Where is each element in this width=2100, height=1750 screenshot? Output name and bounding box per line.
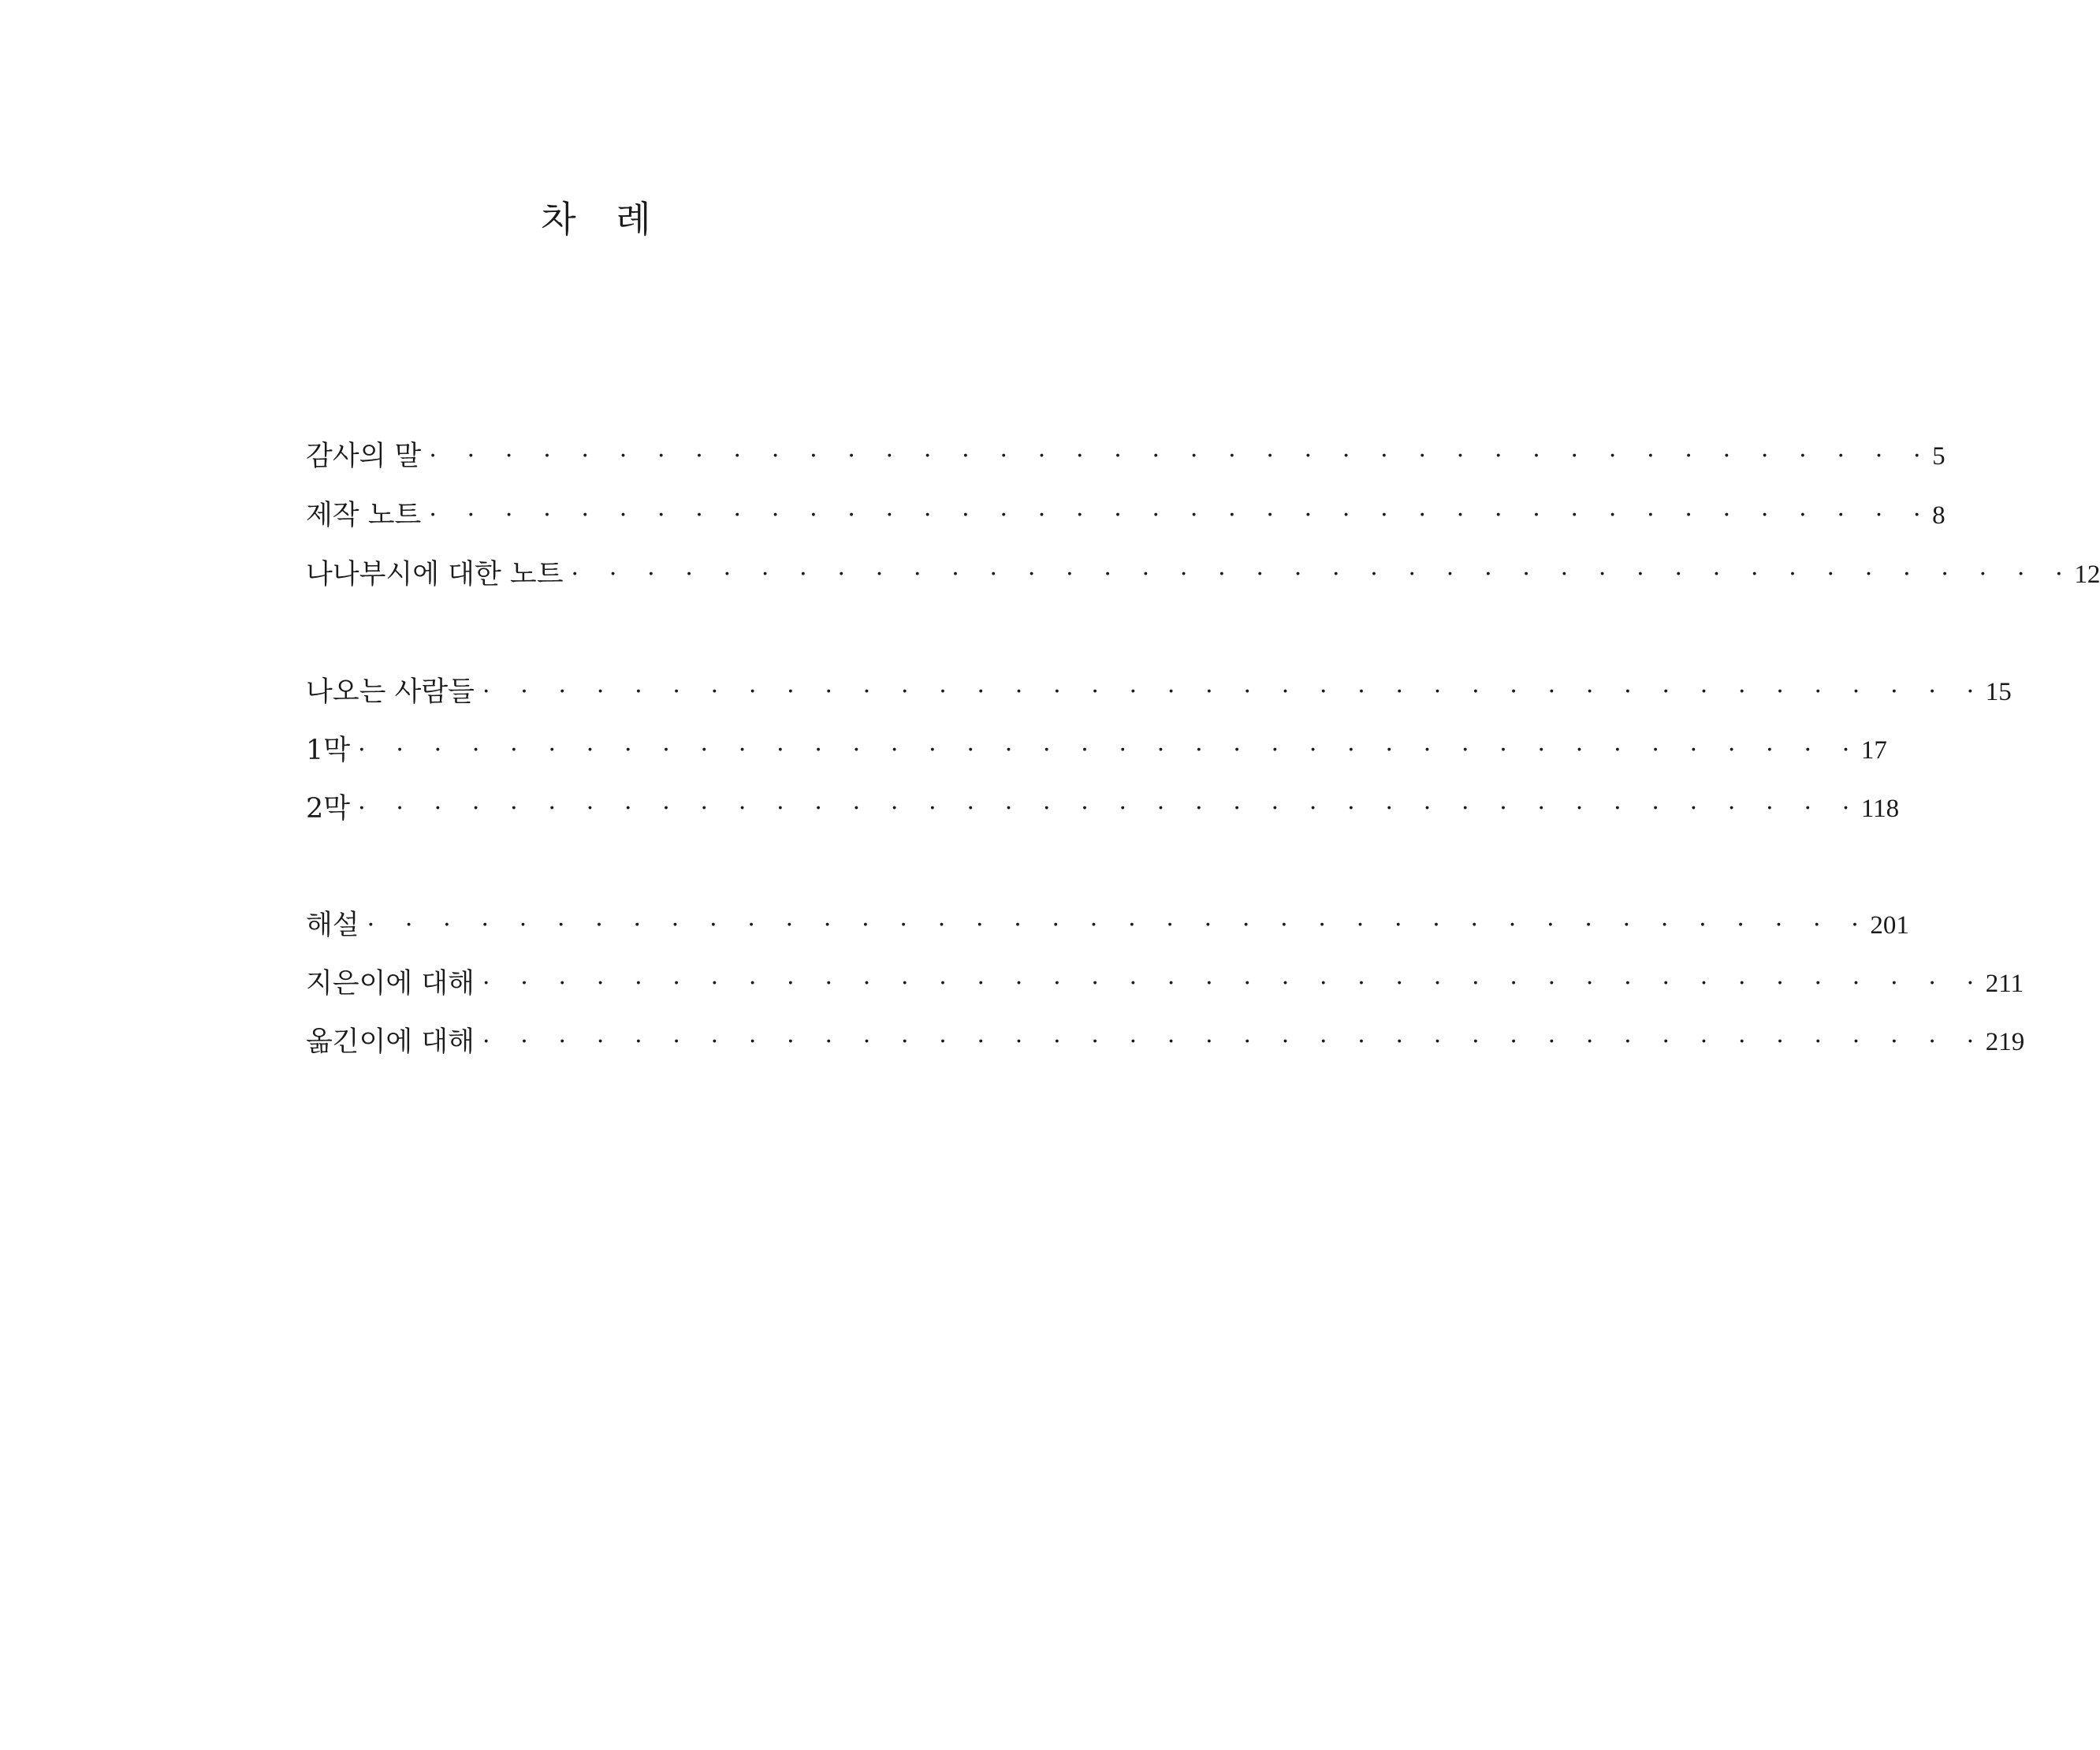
- toc-entry-acknowledgments[interactable]: [306, 435, 1945, 478]
- dot-leader: · · · · · · · · · · · · · · · · · · · · · · · · · · · · · · · · · · · · · · · ·: [482, 1028, 1986, 1056]
- toc-entry-label: 1막: [306, 735, 351, 766]
- dot-leader: · · · · · · · · · · · · · · · · · · · · · · · · · · · · · · · · · · · · · · · ·: [367, 911, 1871, 939]
- toc-page-number: 17: [1860, 736, 1887, 765]
- toc-entry-commentary[interactable]: [306, 904, 1909, 947]
- dot-leader: · · · · · · · · · · · · · · · · · · · · · · · · · · · · · · · · · · · · · · · ·: [429, 501, 1933, 529]
- dot-leader: · · · · · · · · · · · · · · · · · · · · · · · · · · · · · · · · · · · · · · · ·: [482, 970, 1986, 997]
- toc-entry-label: 옮긴이에 대해: [306, 1026, 475, 1058]
- toc-page-number: 201: [1870, 911, 1909, 940]
- toc-entry-label: 지은이에 대해: [306, 968, 475, 1000]
- toc-page-number: 118: [1860, 795, 1900, 823]
- dot-leader: · · · · · · · · · · · · · · · · · · · · · · · · · · · · · · · · · · · · · · · ·: [429, 442, 1933, 470]
- dot-leader: · · · · · · · · · · · · · · · · · · · · · · · · · · · · · · · · · · · · · · · ·: [358, 736, 1861, 764]
- toc-page-number: 12: [2074, 560, 2100, 589]
- page-title: 차 례: [541, 198, 665, 240]
- toc-entry-label: 2막: [306, 793, 351, 825]
- toc-entry-label: 나나부시에 대한 노트: [306, 559, 564, 590]
- dot-leader: · · · · · · · · · · · · · · · · · · · · · · · · · · · · · · · · · · · · · · · ·: [571, 560, 2075, 588]
- toc-entry-label: 감사의 말: [306, 441, 422, 472]
- toc-page-number: 219: [1985, 1028, 2025, 1056]
- toc-entry-label: 제작 노트: [306, 500, 422, 531]
- toc-page-number: 5: [1932, 442, 1945, 471]
- toc-entry-label: 나오는 사람들: [306, 676, 475, 708]
- toc-page-number: 8: [1932, 501, 1945, 530]
- toc-entry-act-1[interactable]: [306, 729, 1887, 772]
- toc-entry-about-translator[interactable]: [306, 1021, 2025, 1063]
- toc-entry-act-2[interactable]: [306, 788, 1900, 830]
- toc-page-number: 211: [1985, 970, 2024, 998]
- toc-entry-about-author[interactable]: [306, 963, 2024, 1005]
- toc-page-number: 15: [1985, 678, 2012, 706]
- dot-leader: · · · · · · · · · · · · · · · · · · · · · · · · · · · · · · · · · · · · · · · ·: [482, 678, 1986, 706]
- dot-leader: · · · · · · · · · · · · · · · · · · · · · · · · · · · · · · · · · · · · · · · ·: [358, 795, 1861, 822]
- toc-entry-production-notes[interactable]: [306, 494, 1945, 537]
- toc-entry-nanabush-note[interactable]: [306, 553, 2100, 596]
- toc-entry-label: 해설: [306, 910, 359, 941]
- toc-entry-characters[interactable]: [306, 671, 2012, 713]
